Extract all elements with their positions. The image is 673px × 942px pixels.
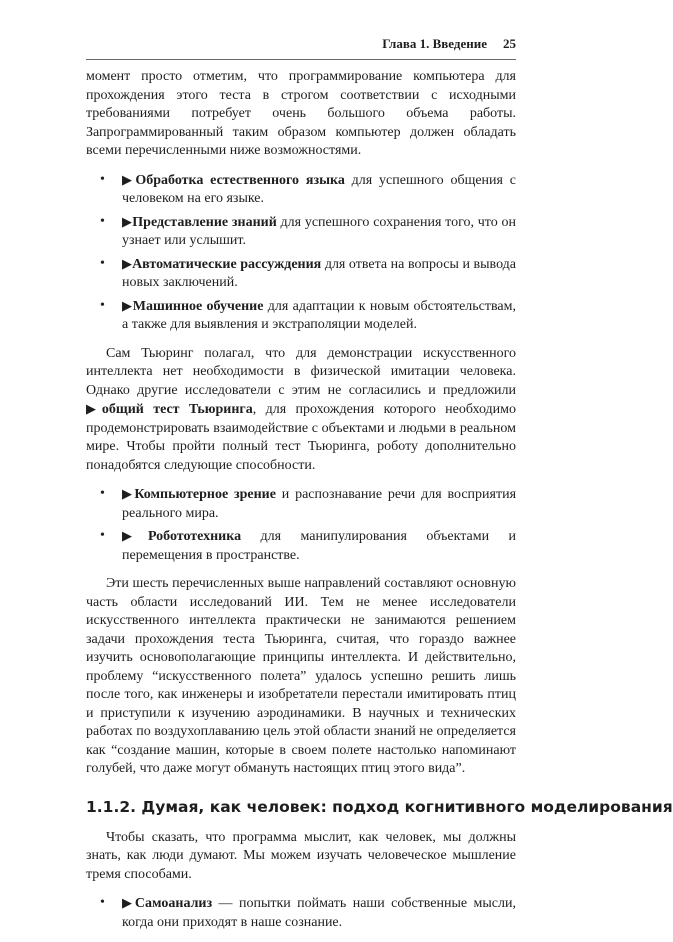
bullet-icon: • <box>100 255 105 271</box>
ability-list <box>86 171 516 335</box>
triangle-marker-icon: ▶ <box>122 171 136 187</box>
list-item-text: для адаптации к новым обстоятельствам, а также для выявления и экстраполяции моделей. <box>122 298 516 332</box>
bullet-icon: • <box>100 528 105 543</box>
list-item <box>86 171 516 209</box>
list-item <box>86 297 516 335</box>
list-item <box>86 894 516 932</box>
section-heading: 1.1.2. Думая, как человек: подход когнитивного моделирования <box>86 797 673 816</box>
paragraph-2-term: общий тест Тьюринга <box>101 402 253 417</box>
running-head <box>382 36 516 52</box>
triangle-marker-icon: ▶ <box>122 528 148 543</box>
list-item <box>86 255 516 293</box>
list-item-term: Самоанализ <box>134 896 213 911</box>
list-item <box>86 213 516 251</box>
triangle-marker-icon: ▶ <box>122 486 135 501</box>
paragraph-4: Чтобы сказать, что программа мыслит, как человек, мы должны знать, как люди думают. Мы можем изучать человеческое мышление тремя способами. <box>86 829 516 882</box>
list-item-term: Компьютерное зрение <box>134 487 276 502</box>
paragraph-2-after: , для прохождения которого необходимо продемонстрировать взаимодействие с объектами и людьми в реальном мире. Чтобы пройти полный тест Тьюринга, роботу дополнительно понадобятся следующие способности. <box>86 402 517 473</box>
list-item-text: для ответа на вопросы и вывода новых заключений. <box>122 256 517 290</box>
bullet-icon: • <box>100 895 105 910</box>
header-rule <box>86 59 516 60</box>
bullet-icon: • <box>100 213 105 229</box>
page-body <box>86 68 673 942</box>
chapter-title: Глава 1. Введение <box>382 36 487 51</box>
list-item-term: Робототехника <box>147 529 242 544</box>
triangle-marker-icon: ▶ <box>122 297 133 313</box>
triangle-marker-icon: ▶ <box>122 213 133 229</box>
paragraph-3: Эти шесть перечисленных выше направлений составляют основную часть области исследований ИИ. Тем не менее исследователи искусственного интеллекта практически не занимаются решением задачи прохождения теста Тьюринга, считая, что гораздо важнее изучить основополагающие принципы интеллекта. И действительно, проблему “искусственного полета” удалось успешно решить лишь после того, как инженеры и изобретатели перестали имитировать птиц и приступили к изучению аэродинамики. В научных и технических работах по воздухоплаванию цель этой области знаний не определяется как “создание машин, которые в своем полете настолько напоминают голубей, что даже могут обмануть настоящих птиц этого вида”. <box>86 576 516 776</box>
list-item-text: и распознавание речи для восприятия реального мира. <box>122 487 517 521</box>
list-item-term: Машинное обучение <box>132 298 264 314</box>
paragraph-1: момент просто отметим, что программирование компьютера для прохождения этого теста в строгом соответствии с исходными требованиями потребует очень большого объема работы. Запрограммированный таким образом компьютер должен обладать всеми перечисленными ниже возможностями. <box>86 69 516 158</box>
list-item-text: для успешного сохранения того, что он узнает или услышит. <box>122 214 516 248</box>
list-item-term: Обработка естественного языка <box>135 172 345 188</box>
method-list <box>86 894 516 932</box>
list-item-text: для манипулирования объектами и перемещения в пространстве. <box>122 529 517 563</box>
triangle-marker-icon: ▶ <box>122 255 133 271</box>
bullet-icon: • <box>100 171 105 187</box>
paragraph-2 <box>86 345 516 476</box>
triangle-marker-icon: ▶ <box>86 401 102 416</box>
list-item <box>86 527 516 565</box>
page-number: 25 <box>503 36 516 51</box>
paragraph-2-before: Сам Тьюринг полагал, что для демонстрации искусственного интеллекта нет необходимости в физической имитации человека. Однако другие исследователи с этим не согласились и предложили <box>86 345 516 398</box>
triangle-marker-icon: ▶ <box>122 895 135 910</box>
bullet-icon: • <box>100 297 105 313</box>
list-item-text: — попытки поймать наши собственные мысли, когда они приходят в наше сознание. <box>122 896 517 930</box>
list-item <box>86 485 516 523</box>
extra-ability-list <box>86 485 516 565</box>
list-item-term: Автоматические рассуждения <box>132 256 322 272</box>
bullet-icon: • <box>100 486 105 501</box>
list-item-term: Представление знаний <box>132 214 277 230</box>
list-item-text: для успешного общения с человеком на его языке. <box>122 172 517 206</box>
